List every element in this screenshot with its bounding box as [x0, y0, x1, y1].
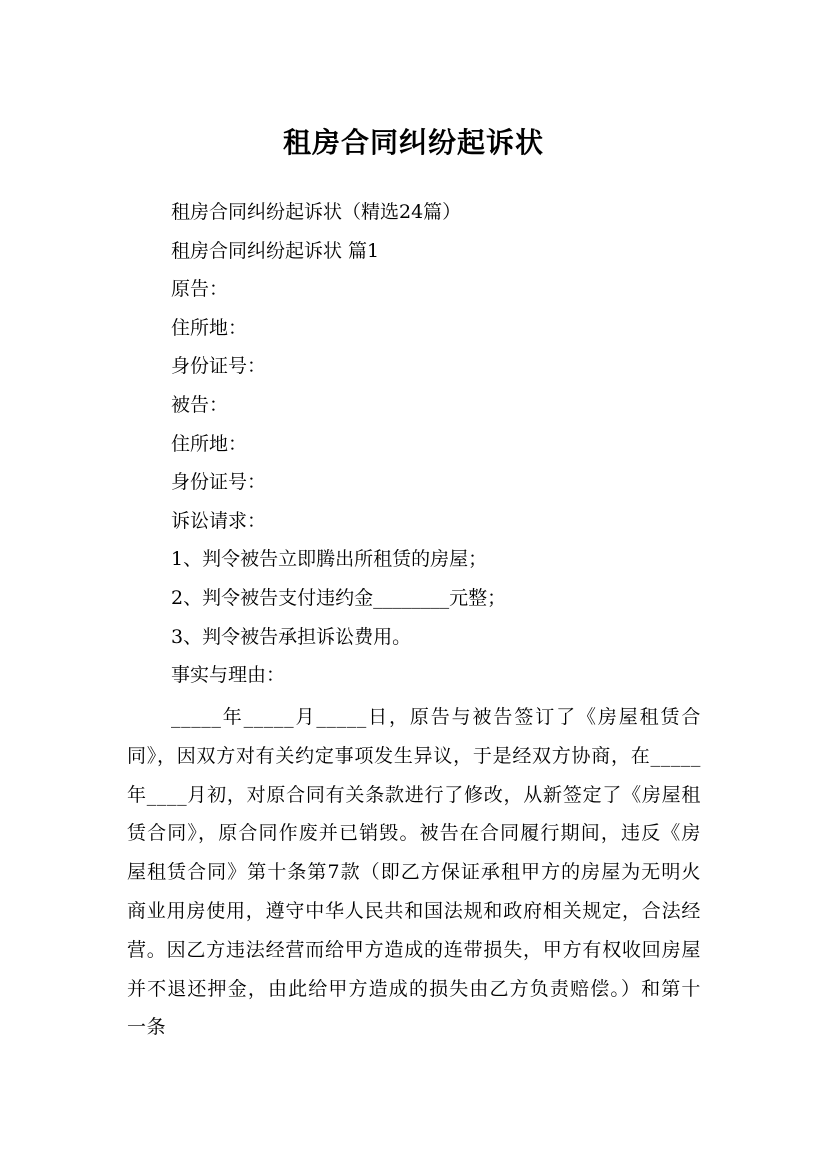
facts-heading: 事实与理由：: [171, 664, 286, 687]
plaintiff-id-label: 身份证号：: [171, 355, 267, 378]
plaintiff-address-label: 住所地：: [171, 316, 248, 339]
defendant-address-label: 住所地：: [171, 432, 248, 455]
subtitle-line: 租房合同纠纷起诉状（精选24篇）: [171, 201, 462, 223]
claim-item: 1、判令被告立即腾出所租赁的房屋；: [171, 548, 488, 571]
claims-heading: 诉讼请求：: [171, 509, 267, 532]
claim-item: 2、判令被告支付违约金________元整；: [171, 586, 507, 609]
facts-paragraph: _____年_____月_____日，原告与被告签订了《房屋租赁合同》，因双方对有关约定事项发生异议，于是经双方协商，在_____年____月初，对原合同有关条款进行了修改，从新签定了《房屋租赁合同》，原合同作废并已销毁。被告在合同履行期间，违反《房屋租赁合同》第十条第7款（即乙方保证承租甲方的房屋为无明火商业用房使用，遵守中华人民共和国法规和政府相关规定，合法经营。因乙方违法经营而给甲方造成的连带损失，甲方有权收回房屋并不退还押金，由此给甲方造成的损失由乙方负责赔偿。）和第十一条: [127, 706, 701, 1039]
claim-item: 3、判令被告承担诉讼费用。: [171, 625, 412, 648]
defendant-id-label: 身份证号：: [171, 471, 267, 494]
plaintiff-label: 原告：: [171, 278, 229, 301]
defendant-label: 被告：: [171, 393, 229, 416]
section-heading: 租房合同纠纷起诉状 篇1: [171, 239, 380, 262]
document-lines: [171, 193, 711, 695]
document-title: 租房合同纠纷起诉状: [282, 125, 544, 159]
